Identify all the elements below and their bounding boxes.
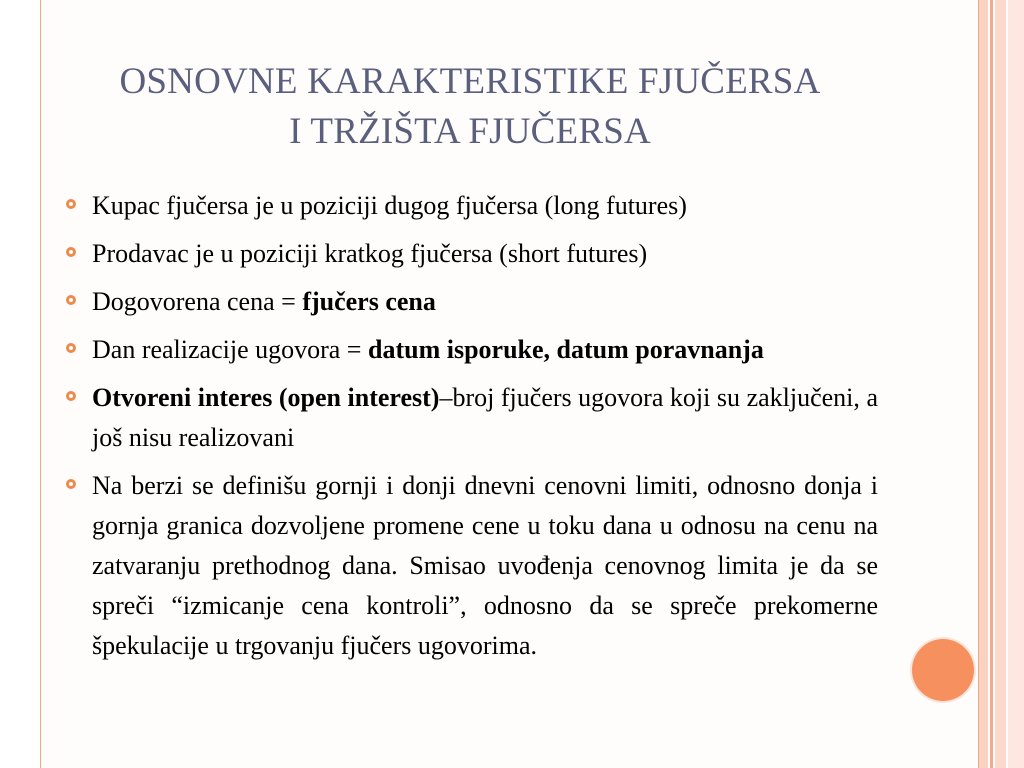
bullet-item: [66, 234, 878, 274]
decorative-stripe: [995, 0, 1006, 768]
bullet-text-bold: Otvoreni interes (open interest): [92, 383, 440, 412]
bullet-text-part: Na berzi se definišu gornji i donji dnevni cenovni limiti, odnosno donja i gornja granica dozvoljene promene cene u toku dana u odnosu na cenu na zatvaranju prethodnog dana. Smisao uvođenja cenovnog limita je da se spreči “izmicanje cena kontroli”, odnosno da se spreče prekomerne špekulacije u trgovanju fjučers ugovorima.: [92, 471, 878, 660]
bullet-text: [92, 378, 878, 458]
decorative-stripe: [979, 0, 988, 768]
bullet-icon: [66, 479, 76, 489]
bullet-text-part: Kupac fjučersa je u poziciji dugog fjučersa (long futures): [92, 191, 687, 220]
bullet-text-part: Prodavac je u poziciji kratkog fjučersa (short futures): [92, 239, 648, 268]
bullet-icon: [66, 247, 76, 257]
bullet-item: [66, 282, 878, 322]
bullet-icon: [66, 391, 76, 401]
slide-title-line-2: I TRŽIŠTA FJUČERSA: [289, 111, 651, 152]
slide-title: [40, 57, 900, 157]
bullet-item: [66, 378, 878, 458]
bullet-list: [66, 186, 878, 674]
bullet-text-bold: fjučers cena: [302, 287, 436, 316]
bullet-text: [92, 282, 878, 322]
decorative-circle: [912, 639, 974, 701]
bullet-text-part: –broj fjučers ugovora koji su zaključeni, a još nisu realizovani: [92, 383, 878, 452]
bullet-icon: [66, 343, 76, 353]
bullet-text: [92, 186, 878, 226]
slide-title-line-1: OSNOVNE KARAKTERISTIKE FJUČERSA: [119, 61, 821, 102]
decorative-stripe: [990, 0, 993, 768]
bullet-item: [66, 466, 878, 666]
bullet-item: [66, 330, 878, 370]
bullet-icon: [66, 295, 76, 305]
bullet-item: [66, 186, 878, 226]
bullet-text-bold: datum isporuke, datum poravnanja: [367, 335, 764, 364]
bullet-text: [92, 330, 878, 370]
bullet-text-part: Dogovorena cena =: [92, 287, 303, 316]
bullet-text-part: Dan realizacije ugovora =: [92, 335, 368, 364]
decorative-stripe: [1008, 0, 1024, 768]
bullet-text: [92, 466, 878, 666]
bullet-text: [92, 234, 878, 274]
bullet-icon: [66, 199, 76, 209]
